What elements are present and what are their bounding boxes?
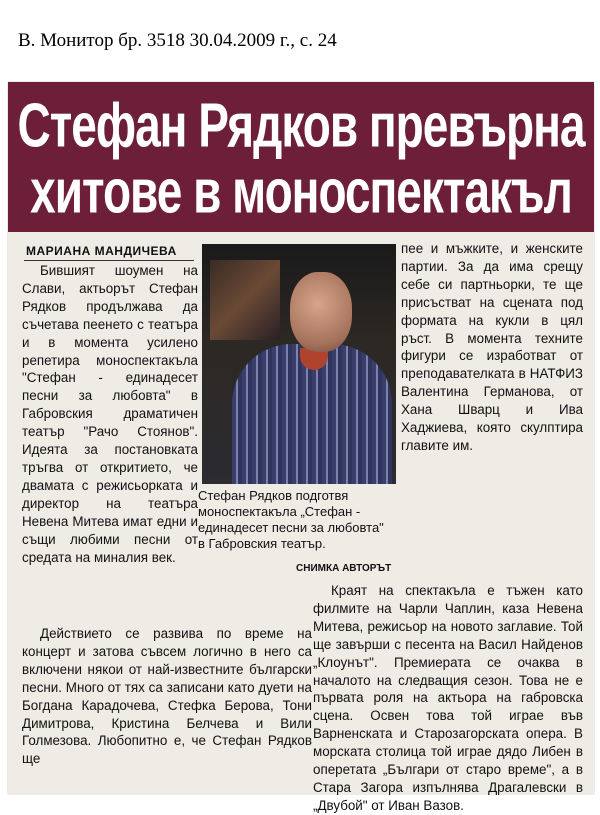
newspaper-clipping xyxy=(8,82,594,813)
paragraph-4: Краят на спектакъла е тъжен като филмите на Чарли Чаплин, каза Невена Митева, режисьор на новото заглавие. Той ще завърши с песента на Васил Найденов „Клоунът". Премиерата се очаква в началото на следващия сезон. Това не е първата роля на актьора на габровска сцена. Освен това той играе във Варненската и Старозагорската опера. В морската столица той играе дядо Либен в оперетата „Българи от старо време", а в Стара Загора изпълнява Драгалевски в „Двубой" от Иван Вазов. xyxy=(313,583,583,813)
article-column-1-continued xyxy=(22,625,312,768)
headline-line-2: хитове в моноспектакъл xyxy=(30,155,572,227)
paragraph-3: пее и мъжките, и женските партии. За да има срещу себе си партньорки, те ще присъстват на сцената под формата на кукли в цял ръст. В момента техните фигури се изработват от преподавателката в НАТФИЗ Валентина Германова, от Хана Шварц и Ива Хаджиева, която скулптира главите им. xyxy=(401,241,583,453)
paragraph-1: Бившият шоумен на Слави, актьорът Стефан Рядков продължава да съчетава пеенето с театъра и в момента усилено репетира моноспектакъла "Стефан - единадесет песни за любовта" в Габровския драматичен театър "Рачо Стоянов". Идеята за постановката тръгва от откритието, че двамата с режисьорката и директор на театъра Невена Митева имат едни и същи любими песни от средата на миналия век. xyxy=(22,263,198,565)
byline-divider xyxy=(24,260,194,261)
headline-banner xyxy=(8,82,594,232)
source-reference: В. Монитор бр. 3518 30.04.2009 г., с. 24 xyxy=(18,30,337,51)
photo-caption: Стефан Рядков подготвя моноспектакъла „Стефан - единадесет песни за любовта" в Габровския театър. xyxy=(198,488,384,551)
photo-figure-head xyxy=(290,272,352,352)
headline-line-1: Стефан Рядков превърна xyxy=(17,89,585,161)
author-byline: МАРИАНА МАНДИЧЕВА xyxy=(26,244,177,258)
photo-credit: СНИМКА АВТОРЪТ xyxy=(296,563,392,574)
photo-background-poster xyxy=(210,260,280,340)
article-column-3 xyxy=(401,240,583,455)
paragraph-2: Действието се развива по време на концерт и затова съвсем логично в него са включени някои от най-известните български песни. Много от тях са записани като дуети на Богдана Карадочева, Стефка Берова, Тони Димитрова, Кристина Белчева и Вили Голмезова. Любопитно е, че Стефан Рядков ще xyxy=(22,626,312,767)
article-column-1 xyxy=(22,262,198,566)
article-column-3-continued xyxy=(313,582,583,815)
article-photo xyxy=(202,244,396,484)
